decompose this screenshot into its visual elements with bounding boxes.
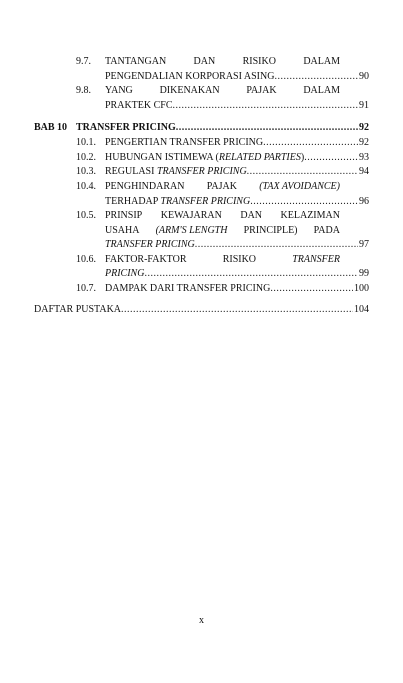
entry-10-5-page: 97 [359,239,369,250]
entry-10-4-title-line1[interactable]: PENGHINDARAN PAJAK (TAX AVOIDANCE) [105,181,340,192]
entry-10-6-page: 99 [359,268,369,279]
entry-9-7-title-line2[interactable]: PENGENDALIAN KORPORASI ASING ..... 90 [105,70,369,85]
entry-9-7-title-line1[interactable]: TANTANGAN DAN RISIKO DALAM [105,56,340,67]
entry-10-1-title[interactable]: PENGERTIAN TRANSFER PRICING ..... 92 [105,136,369,151]
chapter-10-title[interactable]: TRANSFER PRICING ..... 92 [76,121,369,136]
entry-10-7-page: 100 [354,283,369,294]
entry-10-6-title-line1[interactable]: FAKTOR-FAKTOR RISIKO TRANSFER [105,254,340,265]
bibliography-page: 104 [354,304,369,315]
chapter-10-page: 92 [359,122,369,133]
entry-10-1-number: 10.1. [76,137,96,148]
page-number: x [199,615,204,626]
entry-10-4-page: 96 [359,196,369,207]
entry-9-8-title-line1[interactable]: YANG DIKENAKAN PAJAK DALAM [105,85,340,96]
entry-10-2-number: 10.2. [76,152,96,163]
entry-10-6-title-line2[interactable]: PRICING ..... 99 [105,267,369,282]
entry-10-6-number: 10.6. [76,254,96,265]
entry-10-1-page: 92 [359,137,369,148]
entry-10-4-title-line2[interactable]: TERHADAP TRANSFER PRICING ..... 96 [105,195,369,210]
bibliography-entry[interactable]: DAFTAR PUSTAKA ..... 104 [34,303,369,318]
entry-9-8-page: 91 [359,100,369,111]
chapter-10-label: BAB 10 [34,122,68,133]
entry-10-5-title-line2[interactable]: USAHA (ARM'S LENGTH PRINCIPLE) PADA [105,225,340,236]
entry-10-4-number: 10.4. [76,181,96,192]
entry-10-5-title-line1[interactable]: PRINSIP KEWAJARAN DAN KELAZIMAN [105,210,340,221]
entry-10-2-title[interactable]: HUBUNGAN ISTIMEWA (RELATED PARTIES) ..... 93 [105,151,369,166]
entry-9-8-number: 9.8. [76,85,91,96]
entry-10-2-page: 93 [359,152,369,163]
entry-9-7-page: 90 [359,71,369,82]
entry-9-7-number: 9.7. [76,56,91,67]
entry-10-3-page: 94 [359,166,369,177]
entry-10-3-title[interactable]: REGULASI TRANSFER PRICING ..... 94 [105,165,369,180]
entry-10-7-title[interactable]: DAMPAK DARI TRANSFER PRICING ..... 100 [105,282,369,297]
entry-10-5-number: 10.5. [76,210,96,221]
entry-9-8-title-line2[interactable]: PRAKTEK CFC ..... 91 [105,99,369,114]
entry-10-3-number: 10.3. [76,166,96,177]
entry-10-5-title-line3[interactable]: TRANSFER PRICING ..... 97 [105,238,369,253]
entry-10-7-number: 10.7. [76,283,96,294]
